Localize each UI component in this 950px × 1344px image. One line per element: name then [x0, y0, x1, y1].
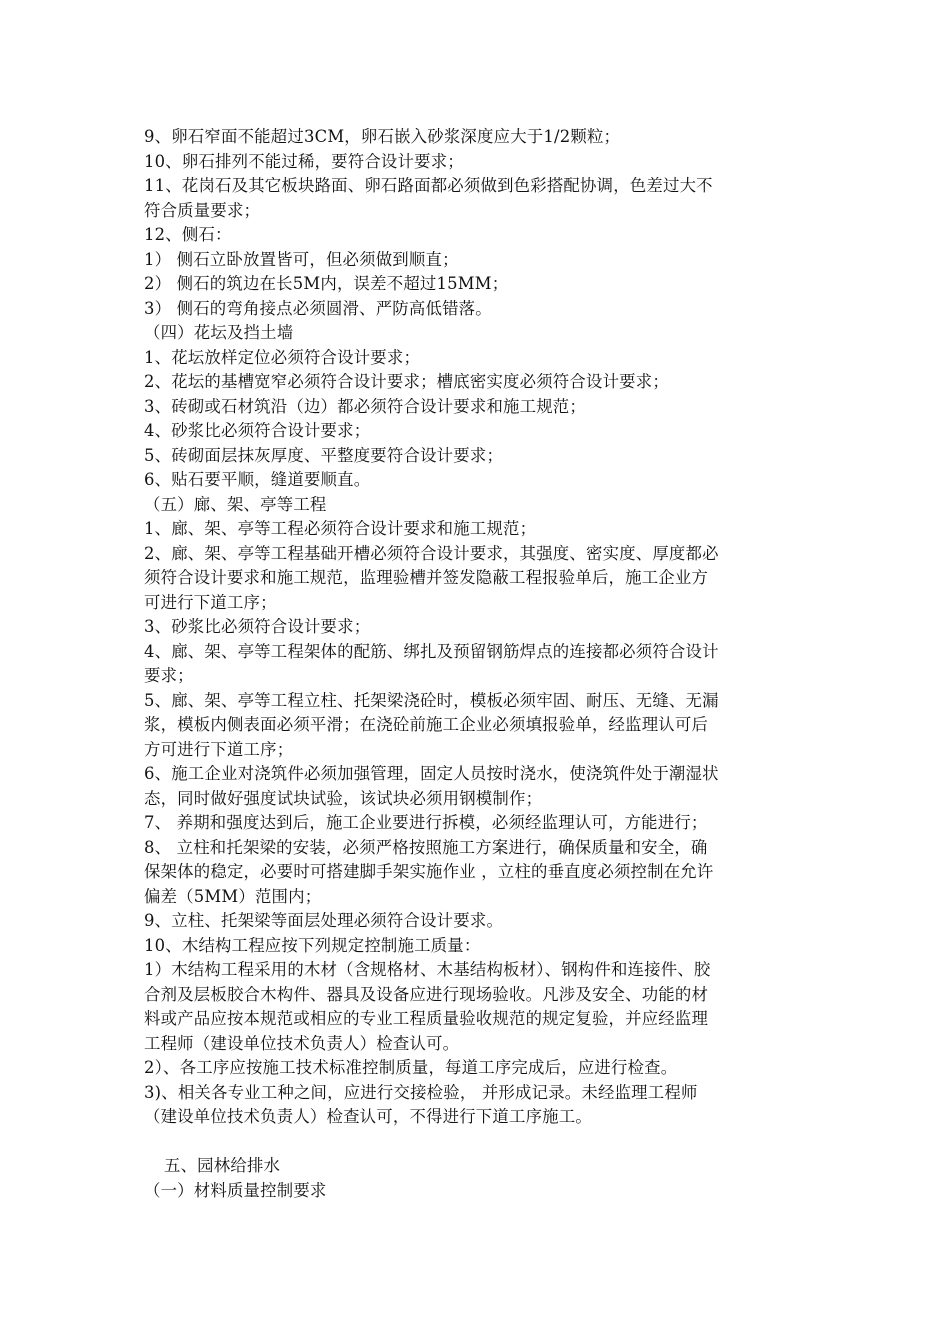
text-line: 浆，模板内侧表面必须平滑；在浇砼前施工企业必须填报验单，经监理认可后	[144, 715, 709, 734]
text-line: 8、 立柱和托架梁的安装，必须严格按照施工方案进行，确保质量和安全，确	[144, 837, 708, 857]
blank-line	[144, 1130, 810, 1155]
text-line: 9、卵石窄面不能超过3CM，卵石嵌入砂浆深度应大于1/2颗粒；	[144, 127, 621, 146]
text-line: 5、廊、架、亭等工程立柱、托架梁浇砼时，模板必须牢固、耐压、无缝、无漏	[144, 690, 719, 710]
text-line: 要求；	[144, 666, 194, 685]
text-line: 符合质量要求；	[144, 200, 261, 220]
text-line: （四）花坛及挡土墙	[144, 323, 294, 342]
section-heading: 五、园林给排水	[164, 1156, 281, 1175]
text-line: 料或产品应按本规范或相应的专业工程质量验收规范的规定复验，并应经监理	[144, 1009, 709, 1028]
text-line: 2、花坛的基槽宽窄必须符合设计要求；槽底密实度必须符合设计要求；	[144, 372, 669, 391]
text-line: 3、砂浆比必须符合设计要求；	[144, 617, 371, 636]
text-line: 1、廊、架、亭等工程必须符合设计要求和施工规范；	[144, 519, 537, 538]
text-line: 工程师（建设单位技术负责人）检查认可。	[144, 1033, 460, 1053]
subsection-heading: （一）材料质量控制要求	[144, 1180, 327, 1200]
text-line: 12、侧石：	[144, 225, 232, 244]
text-line: 合剂及层板胶合木构件、器具及设备应进行现场验收。凡涉及安全、功能的材	[144, 984, 709, 1004]
text-line: 4、廊、架、亭等工程架体的配筋、绑扎及预留钢筋焊点的连接都必须符合设计	[144, 641, 719, 661]
text-line: 6、贴石要平顺，缝道要顺直。	[144, 470, 371, 489]
text-line: 3） 侧石的弯角接点必须圆滑、严防高低错落。	[144, 298, 492, 318]
text-line: 须符合设计要求和施工规范，监理验槽并签发隐蔽工程报验单后，施工企业方	[144, 568, 709, 587]
text-line: 3)、相关各专业工种之间，应进行交接检验， 并形成记录。未经监理工程师	[144, 1082, 698, 1102]
text-line: 保架体的稳定，必要时可搭建脚手架实施作业 ，立柱的垂直度必须控制在允许	[144, 862, 714, 881]
text-line: 态，同时做好强度试块试验，该试块必须用钢模制作；	[144, 788, 543, 808]
text-line: 2、廊、架、亭等工程基础开槽必须符合设计要求，其强度、密实度、厚度都必	[144, 543, 719, 563]
text-line: 4、砂浆比必须符合设计要求；	[144, 421, 371, 440]
text-line: 9、立柱、托架梁等面层处理必须符合设计要求。	[144, 911, 504, 930]
text-line: 可进行下道工序；	[144, 592, 277, 612]
text-line: 2）、各工序应按施工技术标准控制质量，每道工序完成后，应进行检查。	[144, 1058, 678, 1077]
text-line: 11、花岗石及其它板块路面、卵石路面都必须做到色彩搭配协调，色差过大不	[144, 176, 713, 195]
text-line: 1、花坛放样定位必须符合设计要求；	[144, 347, 421, 367]
text-line: 3、砖砌或石材筑沿（边）都必须符合设计要求和施工规范；	[144, 396, 586, 416]
text-line: 10、木结构工程应按下列规定控制施工质量：	[144, 935, 481, 955]
text-line: （建设单位技术负责人）检查认可，不得进行下道工序施工。	[144, 1107, 592, 1126]
text-line: 7、 养期和强度达到后，施工企业要进行拆模，必须经监理认可，方能进行；	[144, 813, 708, 832]
text-line: 2） 侧石的筑边在长5M内，误差不超过15MM；	[144, 274, 509, 293]
text-line: 1） 侧石立卧放置皆可，但必须做到顺直；	[144, 249, 459, 269]
document-body	[144, 125, 810, 1203]
text-line: 方可进行下道工序；	[144, 739, 294, 759]
text-line: 1）木结构工程采用的木材（含规格材、木基结构板材）、钢构件和连接件、胶	[144, 960, 711, 979]
text-line: 5、砖砌面层抹灰厚度、平整度要符合设计要求；	[144, 445, 504, 465]
text-line: （五）廊、架、亭等工程	[144, 494, 327, 514]
text-line: 10、卵石排列不能过稀，要符合设计要求；	[144, 151, 464, 171]
text-line: 偏差（5MM）范围内；	[144, 886, 322, 906]
text-line: 6、施工企业对浇筑件必须加强管理，固定人员按时浇水，使浇筑件处于潮湿状	[144, 764, 719, 783]
